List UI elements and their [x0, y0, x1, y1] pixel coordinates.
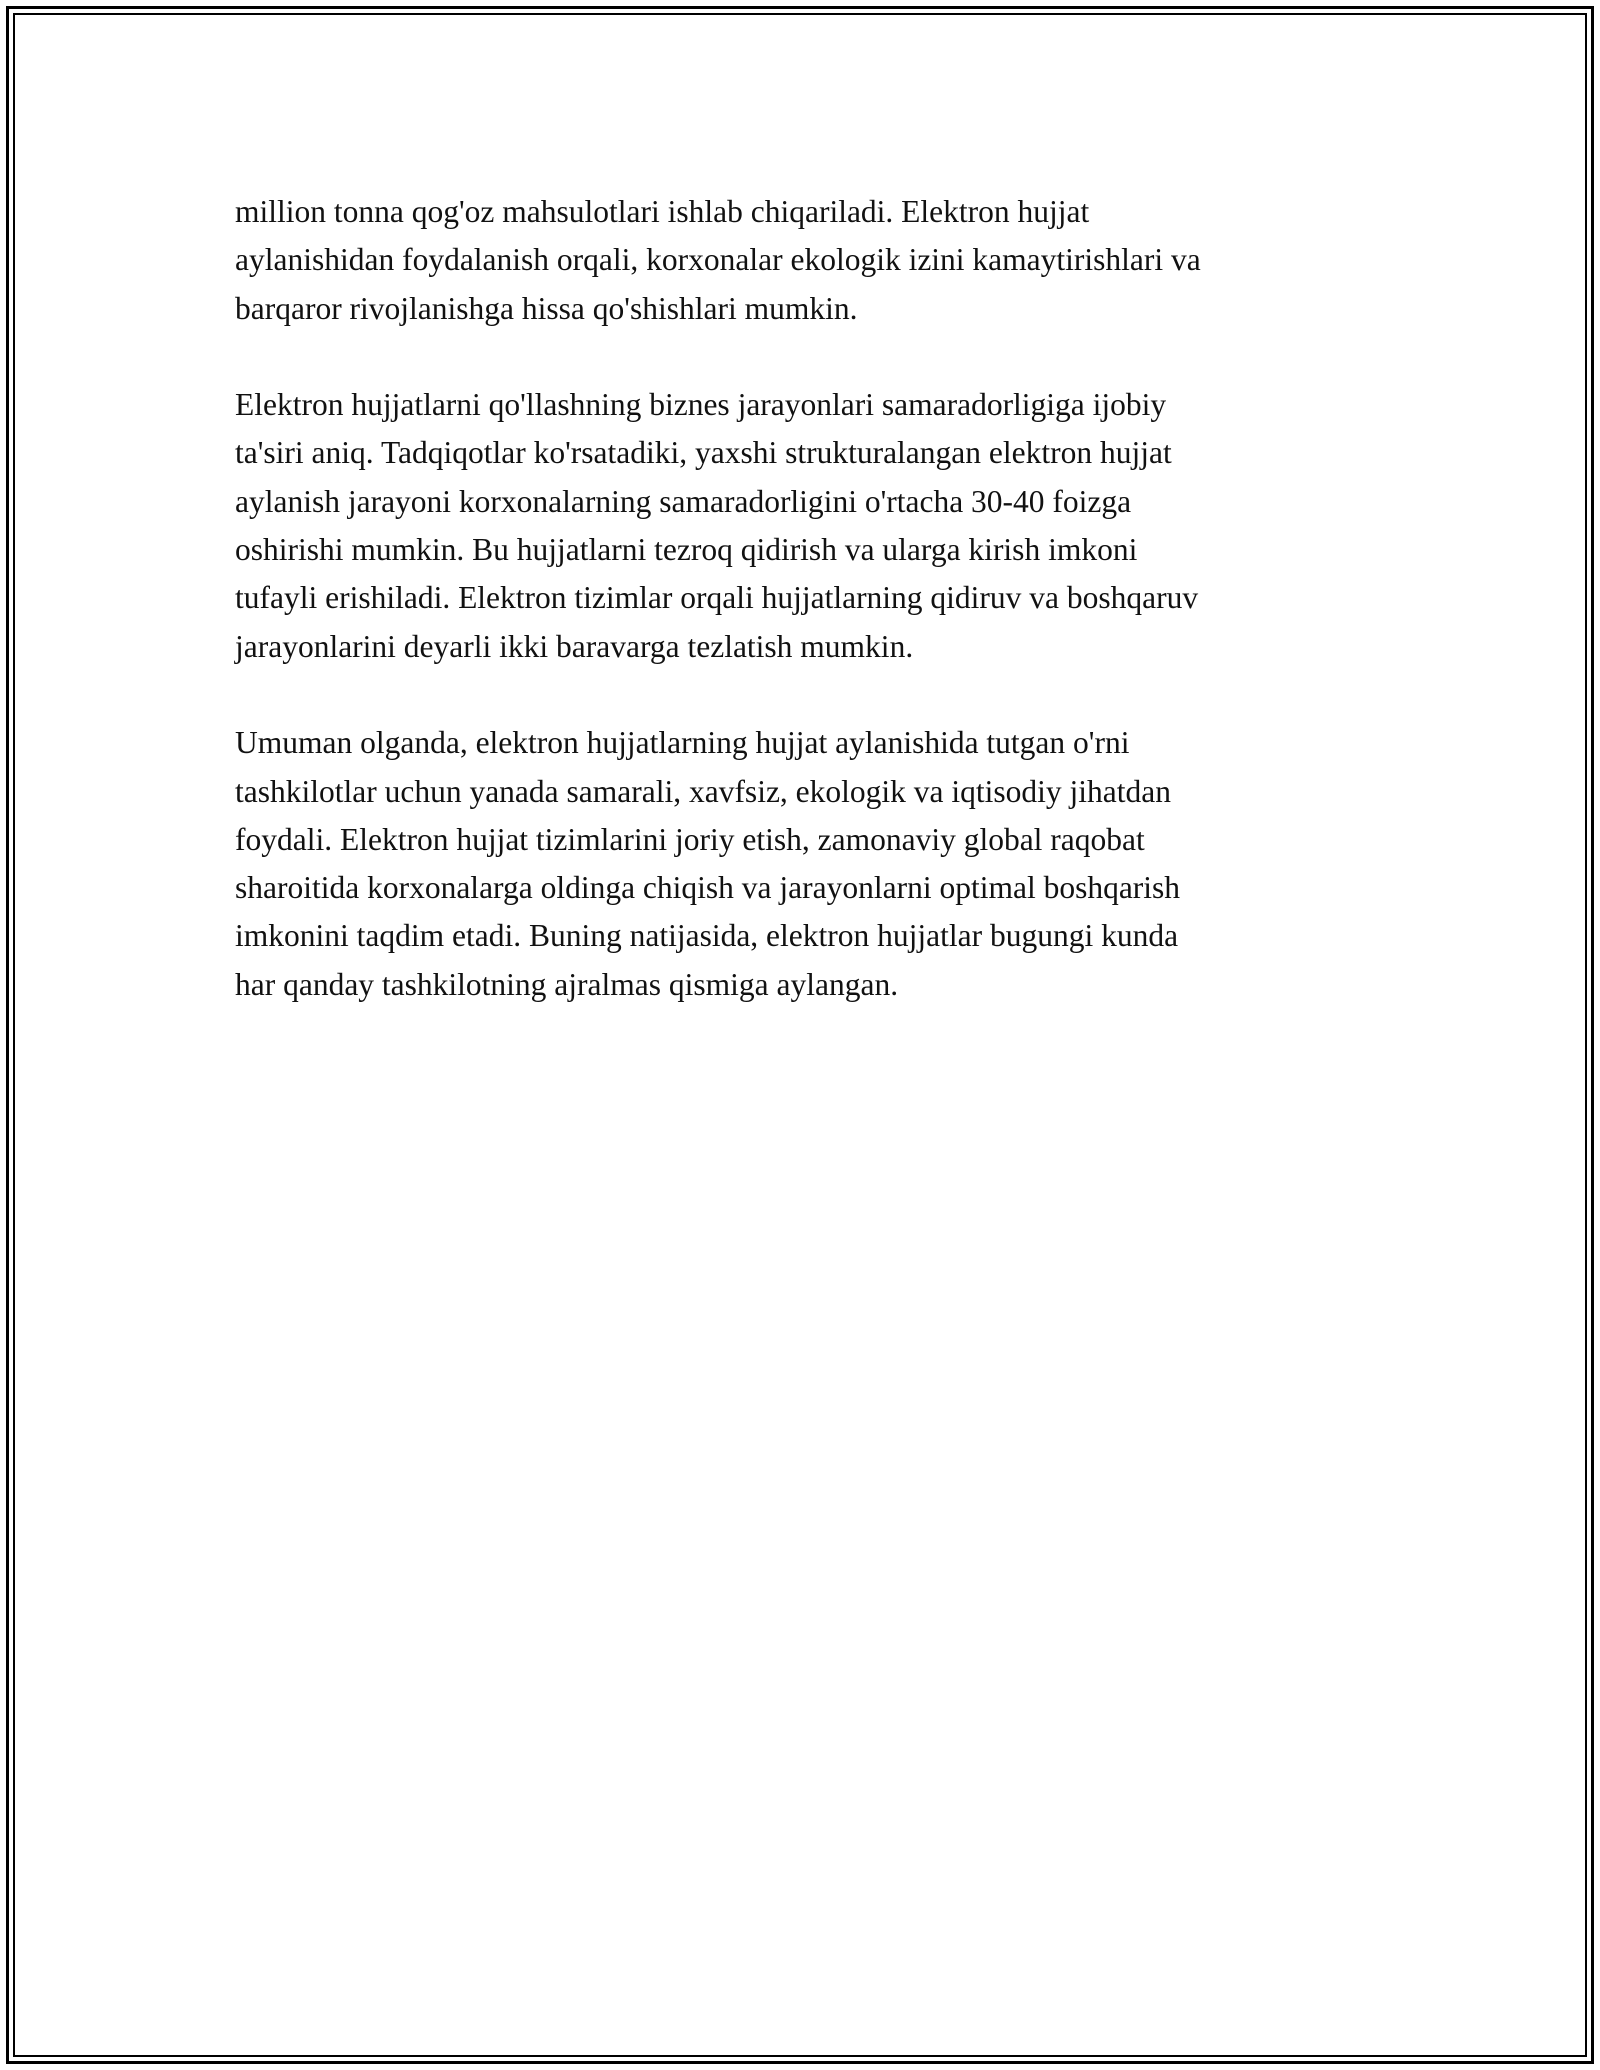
text-line: aylanishidan foydalanish orqali, korxonalar ekologik izini kamaytirishlari va [235, 242, 1201, 278]
paragraph-3 [235, 719, 1365, 1009]
paragraph-2 [235, 381, 1365, 671]
text-line: jarayonlarini deyarli ikki baravarga tezlatish mumkin. [235, 628, 914, 664]
text-line: har qanday tashkilotning ajralmas qismiga aylangan. [235, 966, 899, 1002]
text-line: aylanish jarayoni korxonalarning samaradorligini o'rtacha 30-40 foizga [235, 483, 1132, 519]
paragraph-1 [235, 188, 1365, 333]
text-line: tashkilotlar uchun yanada samarali, xavfsiz, ekologik va iqtisodiy jihatdan [235, 773, 1172, 809]
text-line: Elektron hujjatlarni qo'llashning biznes jarayonlari samaradorligiga ijobiy [235, 387, 1167, 423]
document-body [235, 188, 1365, 1057]
text-line: foydali. Elektron hujjat tizimlarini joriy etish, zamonaviy global raqobat [235, 821, 1145, 857]
text-line: sharoitida korxonalarga oldinga chiqish va jarayonlarni optimal boshqarish [235, 870, 1181, 906]
text-line: imkonini taqdim etadi. Buning natijasida, elektron hujjatlar bugungi kunda [235, 918, 1179, 954]
text-line: Umuman olganda, elektron hujjatlarning hujjat aylanishida tutgan o'rni [235, 725, 1130, 761]
text-line: tufayli erishiladi. Elektron tizimlar orqali hujjatlarning qidiruv va boshqaruv [235, 580, 1199, 616]
text-line: oshirishi mumkin. Bu hujjatlarni tezroq qidirish va ularga kirish imkoni [235, 532, 1138, 568]
text-line: barqaror rivojlanishga hissa qo'shishlari mumkin. [235, 290, 858, 326]
text-line: million tonna qog'oz mahsulotlari ishlab chiqariladi. Elektron hujjat [235, 194, 1090, 229]
text-line: ta'siri aniq. Tadqiqotlar ko'rsatadiki, yaxshi strukturalangan elektron hujjat [235, 435, 1172, 471]
